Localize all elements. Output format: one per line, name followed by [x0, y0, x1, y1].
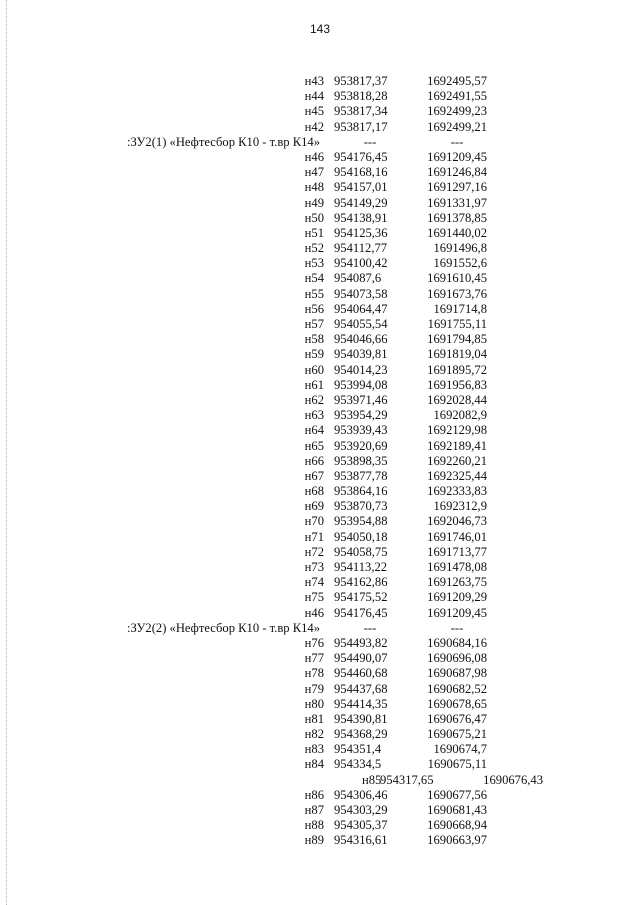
coord-y: 1692129,98: [427, 423, 487, 438]
coord-y: 1691755,11: [427, 317, 487, 331]
coord-y: 1692491,55: [427, 89, 487, 104]
point-id: н75: [304, 590, 324, 605]
point-row: [0, 150, 640, 165]
point-id: н77: [304, 651, 324, 666]
point-row: [0, 332, 640, 347]
coord-y: 1692325,44: [427, 468, 487, 483]
point-id: н50: [304, 210, 324, 225]
point-row: [0, 241, 640, 256]
point-row: [0, 226, 640, 241]
point-row: [0, 560, 640, 575]
point-id: н71: [304, 529, 324, 544]
point-row: [0, 590, 640, 605]
point-id: н67: [304, 468, 324, 483]
coordinate-table: [0, 74, 640, 849]
coord-y: 1690687,98: [427, 666, 487, 681]
point-row: [0, 697, 640, 712]
coord-y: 1692260,21: [427, 453, 487, 468]
coord-x: 953971,46: [334, 392, 388, 407]
point-row: [0, 423, 640, 438]
coord-y: 1692189,41: [427, 438, 487, 453]
coord-y: 1691378,85: [427, 210, 487, 225]
point-row: [0, 120, 640, 135]
coord-y: 1691895,72: [427, 362, 487, 377]
coord-x: 953898,35: [334, 453, 388, 468]
coord-y: 1692046,73: [427, 514, 487, 529]
coord-x: 954087,6: [334, 271, 382, 286]
point-row: [0, 773, 640, 788]
coord-y: 1691956,83: [427, 377, 487, 392]
point-row: [0, 302, 640, 317]
coord-x: 954490,07: [334, 651, 388, 666]
point-row: [0, 742, 640, 757]
point-row: [0, 393, 640, 408]
coord-y: 1692312,9: [433, 499, 487, 514]
coord-x: 954138,91: [334, 210, 388, 225]
coord-x: 953864,16: [334, 484, 388, 499]
point-id: н74: [304, 575, 324, 590]
coord-y: 1692333,83: [427, 484, 487, 499]
point-row: [0, 818, 640, 833]
point-id: н43: [304, 74, 324, 88]
point-row: [0, 363, 640, 378]
point-id: н85: [362, 772, 382, 787]
point-id: н46: [304, 149, 324, 164]
coord-x: 954162,86: [334, 575, 388, 590]
coord-x: 954046,66: [334, 332, 388, 347]
coord-x: 954493,82: [334, 635, 388, 650]
point-id: н72: [304, 544, 324, 559]
coord-y: 1691440,02: [427, 225, 487, 240]
coord-x: 954306,46: [334, 787, 388, 802]
coord-y: 1691331,97: [427, 195, 487, 210]
point-row: [0, 180, 640, 195]
coord-x: 954058,75: [334, 544, 388, 559]
coord-x: 953954,29: [334, 408, 388, 423]
point-id: н45: [304, 104, 324, 119]
point-row: [0, 757, 640, 772]
coord-x: 954176,45: [334, 149, 388, 164]
coord-y: 1691496,8: [433, 241, 487, 256]
coord-x: 954175,52: [334, 590, 388, 605]
point-row: [0, 666, 640, 681]
point-row: [0, 530, 640, 545]
coord-x: 954157,01: [334, 180, 388, 195]
coord-x: 954176,45: [334, 605, 388, 620]
coord-x: 954168,16: [334, 165, 388, 180]
point-row: [0, 211, 640, 226]
coord-y: 1690681,43: [427, 803, 487, 817]
coord-x: 953817,34: [334, 104, 388, 119]
point-id: н86: [304, 787, 324, 802]
coord-y: 1692499,23: [427, 104, 487, 119]
coord-x: 953817,17: [334, 119, 388, 134]
point-row: [0, 606, 640, 621]
point-id: н52: [304, 241, 324, 256]
coord-x: 953818,28: [334, 89, 388, 104]
coord-x: 953817,37: [334, 74, 388, 88]
section-label: :ЗУ2(2) «Нефтесбор К10 - т.вр К14»: [127, 620, 321, 635]
point-row: [0, 271, 640, 286]
coord-x: 954437,68: [334, 681, 388, 696]
coord-x: 953939,43: [334, 423, 388, 438]
point-id: н84: [304, 757, 324, 772]
coord-y: 1690675,11: [427, 757, 487, 772]
coord-y: 1692028,44: [427, 392, 487, 407]
section-label: :ЗУ2(1) «Нефтесбор К10 - т.вр К14»: [127, 134, 321, 149]
page-number: 143: [309, 22, 331, 36]
point-row: [0, 454, 640, 469]
point-id: н42: [304, 119, 324, 134]
point-id: н47: [304, 165, 324, 180]
point-id: н82: [304, 727, 324, 742]
point-id: н55: [304, 286, 324, 301]
point-row: [0, 712, 640, 727]
coord-x: 953877,78: [334, 468, 388, 483]
point-row: [0, 651, 640, 666]
coord-x: 954055,54: [334, 317, 388, 331]
coord-x: 954334,5: [334, 757, 382, 772]
coord-x: 953920,69: [334, 438, 388, 453]
coord-y: 1690676,43: [483, 772, 543, 787]
coord-y: 1691819,04: [427, 347, 487, 362]
point-id: н89: [304, 833, 324, 848]
coord-x: 954305,37: [334, 818, 388, 833]
point-id: н88: [304, 818, 324, 833]
coord-x: 954149,29: [334, 195, 388, 210]
point-id: н78: [304, 666, 324, 681]
coord-y: 1690682,52: [427, 681, 487, 696]
point-id: н73: [304, 560, 324, 574]
point-row: [0, 317, 640, 332]
section-dash-y: ---: [450, 620, 464, 635]
coord-x: 954125,36: [334, 225, 388, 240]
coord-y: 1690663,97: [427, 833, 487, 848]
coord-x: 954460,68: [334, 666, 388, 681]
coord-y: 1690678,65: [427, 696, 487, 711]
point-row: [0, 499, 640, 514]
coord-y: 1691209,45: [427, 605, 487, 620]
point-row: [0, 104, 640, 119]
point-id: н62: [304, 392, 324, 407]
point-id: н59: [304, 347, 324, 362]
point-id: н80: [304, 696, 324, 711]
point-row: [0, 347, 640, 362]
coord-x: 954390,81: [334, 711, 388, 726]
point-id: н61: [304, 377, 324, 392]
coord-y: 1691610,45: [427, 271, 487, 286]
coord-x: 954317,65: [380, 772, 434, 787]
point-row: [0, 727, 640, 742]
coord-x: 954351,4: [334, 742, 382, 757]
coord-y: 1690674,7: [433, 742, 487, 757]
coord-x: 954073,58: [334, 286, 388, 301]
point-id: н58: [304, 332, 324, 347]
section-dash-x: ---: [363, 620, 377, 635]
coord-y: 1691673,76: [427, 286, 487, 301]
section-dash-x: ---: [363, 134, 377, 149]
coord-x: 954112,77: [334, 241, 388, 256]
coord-x: 954303,29: [334, 803, 388, 817]
coord-y: 1692082,9: [433, 408, 487, 423]
coord-y: 1690675,21: [427, 727, 487, 742]
coord-y: 1691209,45: [427, 149, 487, 164]
coord-y: 1690696,08: [427, 651, 487, 666]
point-id: н64: [304, 423, 324, 438]
point-id: н54: [304, 271, 324, 286]
point-id: н60: [304, 362, 324, 377]
point-id: н76: [304, 635, 324, 650]
coord-x: 953994,08: [334, 377, 388, 392]
point-id: н63: [304, 408, 324, 423]
coord-x: 954316,61: [334, 833, 388, 848]
point-row: [0, 575, 640, 590]
coord-x: 954014,23: [334, 362, 388, 377]
point-id: н49: [304, 195, 324, 210]
point-id: н79: [304, 681, 324, 696]
coord-y: 1691794,85: [427, 332, 487, 347]
point-row: [0, 74, 640, 89]
point-row: [0, 196, 640, 211]
coord-y: 1691746,01: [427, 529, 487, 544]
point-row: [0, 256, 640, 271]
point-id: н70: [304, 514, 324, 529]
point-row: [0, 484, 640, 499]
section-header-row: [0, 621, 640, 636]
coord-y: 1691713,77: [427, 544, 487, 559]
coord-x: 954113,22: [334, 560, 388, 574]
coord-y: 1691209,29: [427, 590, 487, 605]
point-row: [0, 408, 640, 423]
point-row: [0, 833, 640, 848]
section-dash-y: ---: [450, 134, 464, 149]
point-id: н46: [304, 605, 324, 620]
coord-y: 1690676,47: [427, 711, 487, 726]
point-id: н69: [304, 499, 324, 514]
coord-y: 1691714,8: [433, 301, 487, 316]
point-row: [0, 788, 640, 803]
coord-y: 1691552,6: [433, 256, 487, 271]
coord-x: 954064,47: [334, 301, 388, 316]
point-row: [0, 682, 640, 697]
coord-y: 1691478,08: [427, 560, 487, 574]
point-row: [0, 469, 640, 484]
point-row: [0, 803, 640, 818]
point-id: н57: [304, 317, 324, 331]
coord-x: 954050,18: [334, 529, 388, 544]
coord-y: 1691246,84: [427, 165, 487, 180]
coord-y: 1692495,57: [427, 74, 487, 88]
coord-x: 954414,35: [334, 696, 388, 711]
point-row: [0, 89, 640, 104]
point-id: н53: [304, 256, 324, 271]
point-id: н81: [304, 711, 324, 726]
point-id: н66: [304, 453, 324, 468]
point-id: н56: [304, 301, 324, 316]
coord-x: 954368,29: [334, 727, 388, 742]
point-id: н44: [304, 89, 324, 104]
point-id: н65: [304, 438, 324, 453]
point-row: [0, 378, 640, 393]
point-row: [0, 514, 640, 529]
coord-x: 954039,81: [334, 347, 388, 362]
point-row: [0, 636, 640, 651]
point-id: н87: [304, 803, 324, 817]
coord-y: 1692499,21: [427, 119, 487, 134]
point-id: н83: [304, 742, 324, 757]
point-id: н48: [304, 180, 324, 195]
point-row: [0, 165, 640, 180]
coord-x: 953954,88: [334, 514, 388, 529]
coord-y: 1690677,56: [427, 787, 487, 802]
coord-y: 1691297,16: [427, 180, 487, 195]
point-row: [0, 439, 640, 454]
point-row: [0, 545, 640, 560]
point-id: н51: [304, 225, 324, 240]
coord-y: 1690684,16: [427, 635, 487, 650]
section-header-row: [0, 135, 640, 150]
coord-y: 1691263,75: [427, 575, 487, 590]
point-row: [0, 287, 640, 302]
point-id: н68: [304, 484, 324, 499]
coord-y: 1690668,94: [427, 818, 487, 833]
coord-x: 954100,42: [334, 256, 388, 271]
coord-x: 953870,73: [334, 499, 388, 514]
